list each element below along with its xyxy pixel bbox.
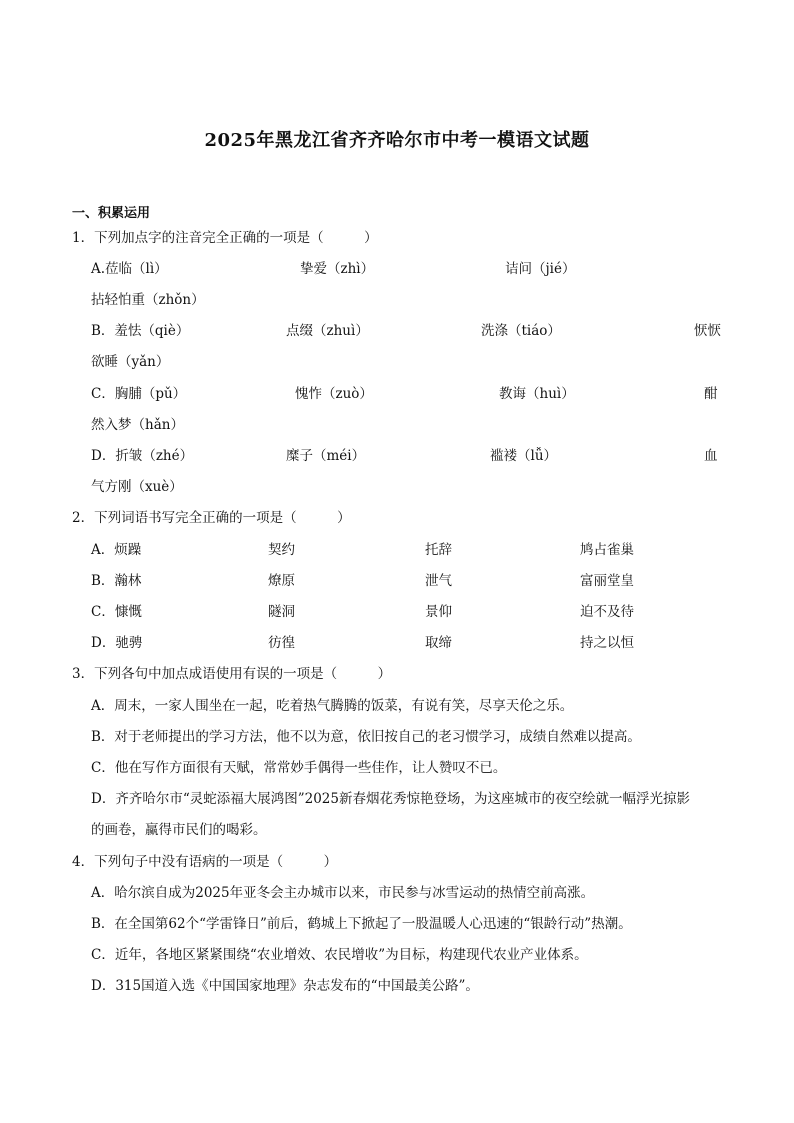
question-3-stem: 3．下列各句中加点成语使用有误的一项是（ ） xyxy=(72,666,392,682)
q2-option-d-word-2: 彷徨 xyxy=(268,635,295,651)
q3-option-b: B．对于老师提出的学习方法，他不以为意，依旧按自己的老习惯学习，成绩自然难以提高。 xyxy=(91,729,641,745)
q1-option-d-item-3: 褴褛（lǚ） xyxy=(490,448,558,464)
q1-option-a-item-1: A.莅临（lì） xyxy=(91,261,168,277)
q1-option-d-item-2: 糜子（méi） xyxy=(286,448,366,464)
q4-option-c: C．近年，各地区紧紧围绕“农业增效、农民增收”为目标，构建现代农业产业体系。 xyxy=(91,947,588,963)
q2-option-d-word-3: 取缔 xyxy=(425,635,452,651)
q2-option-a-word-1: A．烦躁 xyxy=(91,542,142,558)
q1-option-c-item-3: 教诲（huì） xyxy=(499,386,575,402)
q1-option-a-item-4: 拈轻怕重（zhǒn） xyxy=(91,292,205,308)
q2-option-a-word-2: 契约 xyxy=(268,542,295,558)
q1-option-b-item-3: 洗涤（tiáo） xyxy=(481,323,561,339)
q2-option-b-word-4: 富丽堂皇 xyxy=(580,573,634,589)
q1-option-d-item-4-start: 血 xyxy=(704,448,718,464)
q1-option-c-item-4-start: 酣 xyxy=(704,386,718,402)
q2-option-d-word-1: D．驰骋 xyxy=(91,635,143,651)
q3-option-d-line-2: 的画卷，赢得市民们的喝彩。 xyxy=(91,822,267,838)
q2-option-c-word-1: C．慷慨 xyxy=(91,604,142,620)
q4-option-a: A．哈尔滨自成为2025年亚冬会主办城市以来，市民参与冰雪运动的热情空前高涨。 xyxy=(91,885,595,901)
q2-option-c-word-4: 迫不及待 xyxy=(580,604,634,620)
q3-option-c: C．他在写作方面很有天赋，常常妙手偶得一些佳作，让人赞叹不已。 xyxy=(91,760,507,776)
question-1-stem: 1．下列加点字的注音完全正确的一项是（ ） xyxy=(72,230,378,246)
q4-option-d: D．315国道入选《中国国家地理》杂志发布的“中国最美公路”。 xyxy=(91,978,479,994)
q1-option-b-item-4-start: 恹恹 xyxy=(694,323,721,339)
q1-option-a-item-3: 诘问（jié） xyxy=(505,261,576,277)
q1-option-b-item-2: 点缀（zhuì） xyxy=(286,323,369,339)
q1-option-b-item-4-end: 欲睡（yǎn） xyxy=(91,354,170,370)
q1-option-c-item-4-end: 然入梦（hǎn） xyxy=(91,417,184,433)
q2-option-d-word-4: 持之以恒 xyxy=(580,635,634,651)
q2-option-b-word-3: 泄气 xyxy=(425,573,452,589)
q2-option-a-word-4: 鸠占雀巢 xyxy=(580,542,634,558)
q3-option-a: A．周末，一家人围坐在一起，吃着热气腾腾的饭菜，有说有笑，尽享天伦之乐。 xyxy=(91,698,574,714)
q1-option-d-item-4-end: 气方刚（xuè） xyxy=(91,479,183,495)
q1-option-a-item-2: 挚爱（zhì） xyxy=(300,261,375,277)
q1-option-d-item-1: D．折皱（zhé） xyxy=(91,448,194,464)
q1-option-b-item-1: B．羞怯（qiè） xyxy=(91,323,190,339)
q1-option-c-item-1: C．胸脯（pǔ） xyxy=(91,386,187,402)
q3-option-d-line-1: D．齐齐哈尔市“灵蛇添福大展鸿图”2025新春烟花秀惊艳登场，为这座城市的夜空绘就一幅浮光掠影 xyxy=(91,791,690,807)
q2-option-c-word-3: 景仰 xyxy=(425,604,452,620)
section-heading: 一、积累运用 xyxy=(72,206,151,221)
question-2-stem: 2．下列词语书写完全正确的一项是（ ） xyxy=(72,510,351,526)
q2-option-c-word-2: 隧洞 xyxy=(268,604,295,620)
q4-option-b: B．在全国第62个“学雷锋日”前后，鹤城上下掀起了一股温暖人心迅速的“银龄行动”热潮。 xyxy=(91,916,632,932)
question-4-stem: 4．下列句子中没有语病的一项是（ ） xyxy=(72,854,338,870)
page-title: 2025年黑龙江省齐齐哈尔市中考一模语文试题 xyxy=(204,130,590,151)
q1-option-c-item-2: 愧怍（zuò） xyxy=(295,386,373,402)
q2-option-b-word-2: 燎原 xyxy=(268,573,295,589)
q2-option-b-word-1: B．瀚林 xyxy=(91,573,142,589)
q2-option-a-word-3: 托辞 xyxy=(425,542,452,558)
